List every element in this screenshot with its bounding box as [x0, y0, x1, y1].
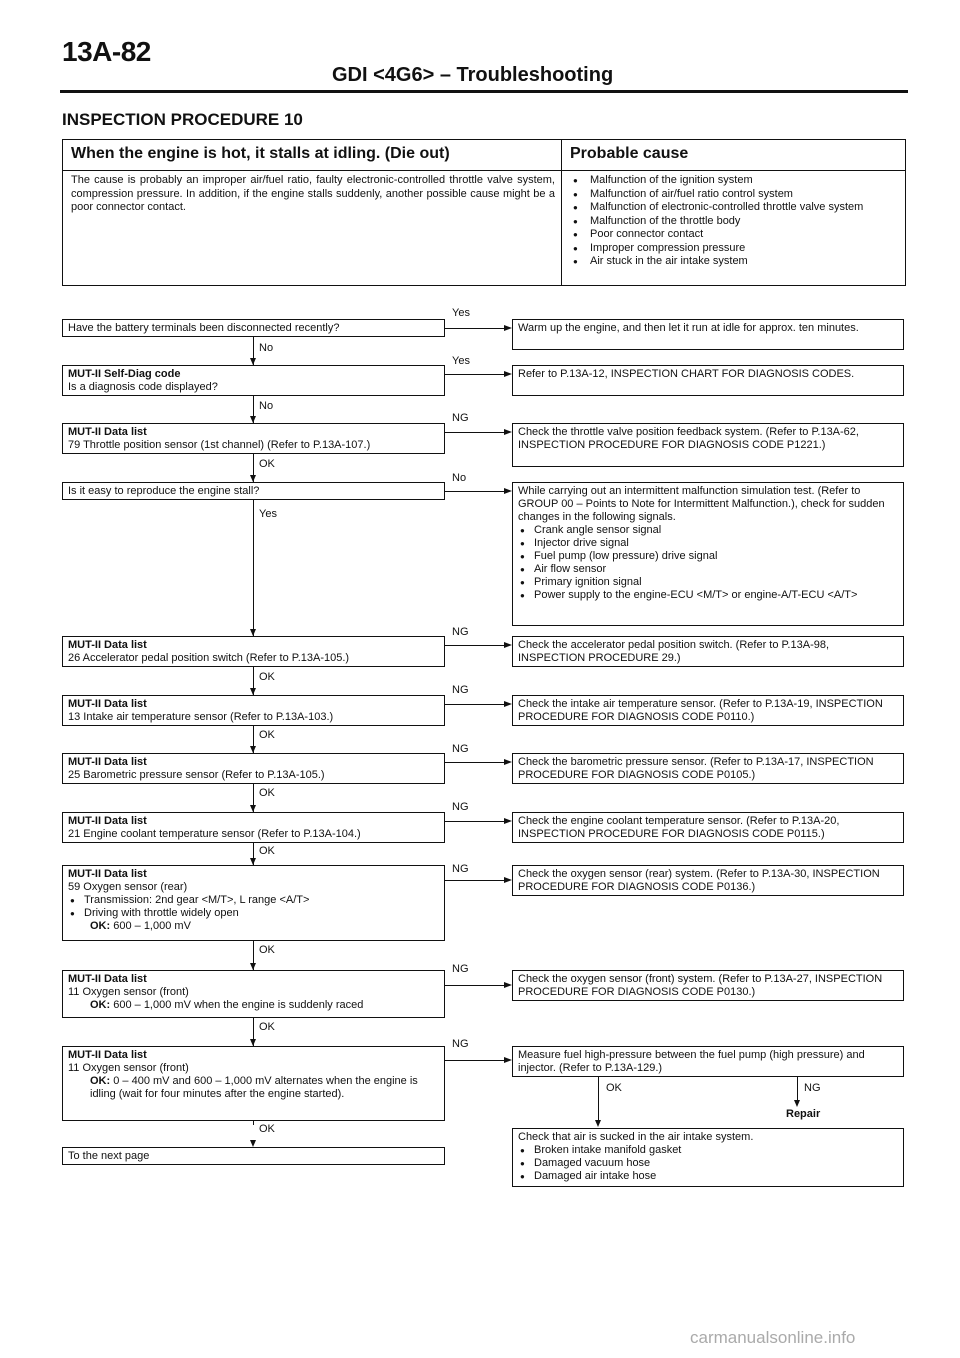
step-reproduce-stall: Is it easy to reproduce the engine stall? [62, 482, 445, 500]
cause-item: ● Malfunction of the ignition system [570, 174, 900, 188]
arrow-down-icon [250, 416, 256, 423]
label-ng: NG [452, 963, 469, 975]
label-ng: NG [452, 1038, 469, 1050]
arrow-down-icon [794, 1100, 800, 1107]
step-oxygen-rear: MUT-II Data list 59 Oxygen sensor (rear) ● Transmission: 2nd gear <M/T>, L range <A/T> ● Driving with throttle widely open OK: 600 – 1,000 mV [62, 865, 445, 941]
label-ok: OK [606, 1082, 622, 1094]
cause-item: ● Air stuck in the air intake system [570, 255, 900, 269]
arrow-down-icon [250, 858, 256, 865]
label-ok: OK [259, 787, 275, 799]
connector-7 [445, 762, 504, 763]
connector-4 [445, 491, 504, 492]
result-diag-codes: Refer to P.13A-12, INSPECTION CHART FOR DIAGNOSIS CODES. [512, 365, 904, 396]
probable-cause-list [570, 174, 900, 269]
result-air-intake: Check that air is sucked in the air intake system. ● Broken intake manifold gasket ● Damaged vacuum hose ● Damaged air intake hose [512, 1128, 904, 1187]
cause-table [62, 139, 906, 286]
branch-ng-line [797, 1077, 798, 1101]
cause-divider [561, 140, 562, 285]
label-ok: OK [259, 1123, 275, 1135]
step-next-page: To the next page [62, 1147, 445, 1165]
cause-item: ● Malfunction of air/fuel ratio control system [570, 188, 900, 202]
page-title: GDI <4G6> – Troubleshooting [332, 64, 614, 86]
probable-cause-heading: Probable cause [570, 145, 689, 162]
step-self-diag: MUT-II Self-Diag code Is a diagnosis code displayed? [62, 365, 445, 396]
connector-6 [445, 704, 504, 705]
symptom-heading: When the engine is hot, it stalls at idling. (Die out) [71, 145, 450, 162]
page-number: 13A-82 [62, 36, 151, 67]
cause-item: ● Malfunction of the throttle body [570, 215, 900, 229]
label-ok: OK [259, 729, 275, 741]
connector-11 [445, 1060, 504, 1061]
result-warm-up: Warm up the engine, and then let it run at idle for approx. ten minutes. [512, 319, 904, 350]
arrow-right-icon [504, 759, 512, 765]
arrow-down-icon [250, 688, 256, 695]
result-simulation-test: While carrying out an intermittent malfunction simulation test. (Refer to GROUP 00 – Points to Note for Intermittent Malfunction.), check for sudden changes in the following signals. ● Crank angle sensor signal ● Injector drive signal ● Fuel pump (low pressure) drive signal ● Air flow sensor ● Primary ignition signal ● Power supply to the engine-ECU <M/T> or engine-A/T-ECU <A/T> [512, 482, 904, 626]
arrow-right-icon [504, 642, 512, 648]
label-ng: NG [452, 801, 469, 813]
arrow-right-icon [504, 429, 512, 435]
step-coolant-temp: MUT-II Data list 21 Engine coolant temperature sensor (Refer to P.13A-104.) [62, 812, 445, 843]
step-intake-air-temp: MUT-II Data list 13 Intake air temperature sensor (Refer to P.13A-103.) [62, 695, 445, 726]
arrow-right-icon [504, 371, 512, 377]
label-yes: Yes [259, 508, 277, 520]
arrow-right-icon [504, 325, 512, 331]
cause-header-rule [63, 170, 905, 171]
label-yes: Yes [452, 307, 470, 319]
label-ok: OK [259, 458, 275, 470]
label-yes: Yes [452, 355, 470, 367]
result-coolant-temp: Check the engine coolant temperature sensor. (Refer to P.13A-20, INSPECTION PROCEDURE FOR DIAGNOSIS CODE P0115.) [512, 812, 904, 843]
section-title: INSPECTION PROCEDURE 10 [62, 110, 303, 129]
step-throttle-position: MUT-II Data list 79 Throttle position sensor (1st channel) (Refer to P.13A-107.) [62, 423, 445, 454]
cause-item: ● Malfunction of electronic-controlled throttle valve system [570, 201, 900, 215]
connector-9 [445, 880, 504, 881]
label-ng: NG [452, 626, 469, 638]
result-fuel-pressure: Measure fuel high-pressure between the fuel pump (high pressure) and injector. (Refer to P.13A-129.) [512, 1046, 904, 1077]
label-ok: OK [259, 944, 275, 956]
step-accelerator-pedal: MUT-II Data list 26 Accelerator pedal position switch (Refer to P.13A-105.) [62, 636, 445, 667]
connector-3 [445, 432, 504, 433]
branch-ok-line [598, 1077, 599, 1121]
arrow-down-icon [250, 475, 256, 482]
arrow-down-icon [250, 1140, 256, 1147]
arrow-right-icon [504, 701, 512, 707]
arrow-right-icon [504, 488, 512, 494]
label-ok: OK [259, 1021, 275, 1033]
label-ng: NG [452, 684, 469, 696]
label-no: No [452, 472, 467, 484]
header-rule [60, 90, 908, 93]
step-battery-disconnected: Have the battery terminals been disconnected recently? [62, 319, 445, 337]
cause-description: The cause is probably an improper air/fuel ratio, faulty electronic-controlled throttle valve system, compression pressure. In addition, if the engine stalls suddenly, another possible cause might be a poor connector contact. [71, 174, 555, 213]
result-barometric: Check the barometric pressure sensor. (Refer to P.13A-17, INSPECTION PROCEDURE FOR DIAGNOSIS CODE P0105.) [512, 753, 904, 784]
cause-item: ● Poor connector contact [570, 228, 900, 242]
label-ok: OK [259, 671, 275, 683]
connector-10 [445, 985, 504, 986]
connector-2 [445, 374, 504, 375]
arrow-right-icon [504, 982, 512, 988]
result-oxygen-front: Check the oxygen sensor (front) system. (Refer to P.13A-27, INSPECTION PROCEDURE FOR DIAGNOSIS CODE P0130.) [512, 970, 904, 1001]
label-ng: NG [452, 863, 469, 875]
watermark: carmanualsonline.info [690, 1328, 856, 1347]
connector-8 [445, 821, 504, 822]
arrow-down-icon [250, 805, 256, 812]
arrow-right-icon [504, 818, 512, 824]
connector-5 [445, 645, 504, 646]
arrow-right-icon [504, 1057, 512, 1063]
repair-label: Repair [786, 1108, 821, 1120]
result-throttle-feedback: Check the throttle valve position feedback system. (Refer to P.13A-62, INSPECTION PROCEDURE FOR DIAGNOSIS CODE P1221.) [512, 423, 904, 467]
arrow-right-icon [504, 877, 512, 883]
cause-item: ● Improper compression pressure [570, 242, 900, 256]
arrow-down-icon [250, 746, 256, 753]
arrow-down-icon [250, 358, 256, 365]
label-no: No [259, 400, 274, 412]
label-ng: NG [452, 412, 469, 424]
arrow-down-icon [250, 963, 256, 970]
step-oxygen-front-idle: MUT-II Data list 11 Oxygen sensor (front) OK: 0 – 400 mV and 600 – 1,000 mV alternates when the engine is idling (wait for four minutes after the engine started). [62, 1046, 445, 1121]
label-no: No [259, 342, 274, 354]
connector-1 [445, 328, 504, 329]
result-intake-air-temp: Check the intake air temperature sensor. (Refer to P.13A-19, INSPECTION PROCEDURE FOR DIAGNOSIS CODE P0110.) [512, 695, 904, 726]
label-ng: NG [804, 1082, 821, 1094]
step-barometric: MUT-II Data list 25 Barometric pressure sensor (Refer to P.13A-105.) [62, 753, 445, 784]
result-oxygen-rear: Check the oxygen sensor (rear) system. (Refer to P.13A-30, INSPECTION PROCEDURE FOR DIAGNOSIS CODE P0136.) [512, 865, 904, 896]
arrow-down-icon [250, 1039, 256, 1046]
label-ng: NG [452, 743, 469, 755]
step-oxygen-front-raced: MUT-II Data list 11 Oxygen sensor (front) OK: 600 – 1,000 mV when the engine is suddenly raced [62, 970, 445, 1018]
label-ok: OK [259, 845, 275, 857]
arrow-down-icon [250, 629, 256, 636]
arrow-down-icon [595, 1120, 601, 1127]
result-accelerator-pedal: Check the accelerator pedal position switch. (Refer to P.13A-98, INSPECTION PROCEDURE 29.) [512, 636, 904, 667]
